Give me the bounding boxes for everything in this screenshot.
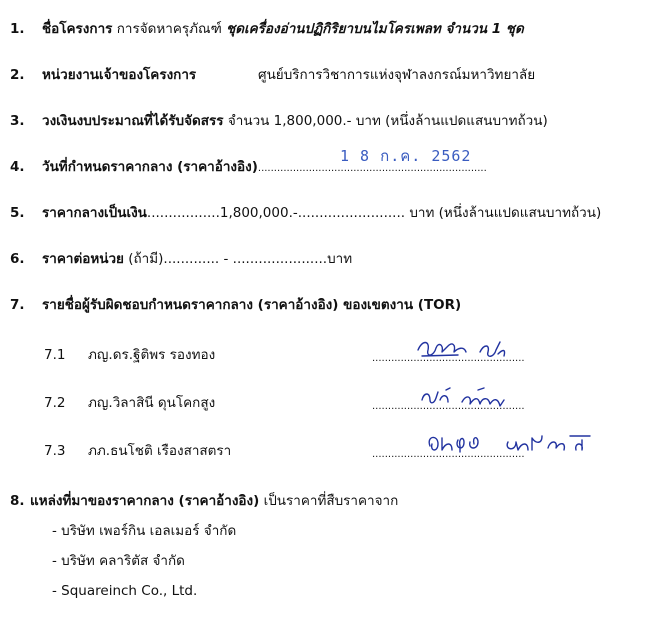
signature-2-image xyxy=(418,384,548,412)
item-value-emphasis: ชุดเครื่องอ่านปฏิกิริยาบนไมโครเพลท จำนวน 1 ชุด xyxy=(226,21,524,37)
item-number: 5. xyxy=(10,205,25,221)
item-label: แหล่งที่มาของราคากลาง (ราคาอ้างอิง) xyxy=(30,493,260,509)
item-label: รายชื่อผู้รับผิดชอบกำหนดราคากลาง (ราคาอ้างอิง) ของเขตงาน (TOR) xyxy=(42,297,462,313)
signature-line: ................................................ xyxy=(372,401,525,412)
vendor-item: - Squareinch Co., Ltd. xyxy=(52,583,198,599)
committee-name: ภภ.ธนโชติ เรืองสาสตรา xyxy=(88,443,232,459)
item-label: วันที่กำหนดราคากลาง (ราคาอ้างอิง) xyxy=(42,159,258,175)
item-number: 3. xyxy=(10,113,25,129)
item-value: เป็นราคาที่สืบราคาจาก xyxy=(263,493,399,509)
date-blank: ........................................................................ xyxy=(257,163,487,174)
item-number: 6. xyxy=(10,251,25,267)
signature-line: ................................................ xyxy=(372,353,525,364)
signature-1-image xyxy=(414,336,544,366)
vendor-item: - บริษัท เพอร์กิน เอลเมอร์ จำกัด xyxy=(52,523,237,539)
item-label: วงเงินงบประมาณที่ได้รับจัดสรร xyxy=(42,113,224,129)
signature-line: ................................................ xyxy=(372,449,525,460)
committee-name: ภญ.ดร.ฐิติพร รองทอง xyxy=(88,347,216,363)
signature-3-image xyxy=(424,428,604,458)
committee-index: 7.3 xyxy=(44,443,66,459)
committee-index: 7.1 xyxy=(44,347,66,363)
item-value: (ถ้ามี)............. - ......................บาท xyxy=(128,251,353,267)
item-label: ราคากลางเป็นเงิน xyxy=(42,205,147,221)
item-label: ชื่อโครงการ xyxy=(42,21,113,37)
item-value: .................1,800,000.-......................... บาท (หนึ่งล้านแปดแสนบาทถ้วน) xyxy=(146,205,602,221)
date-stamp: 1 8 ก.ค. 2562 xyxy=(340,147,472,165)
committee-name: ภญ.วิลาสินี ดุนโคกสูง xyxy=(88,395,216,411)
item-number: 7. xyxy=(10,297,25,313)
item-label: ราคาต่อหน่วย xyxy=(42,251,124,267)
item-value: ศูนย์บริการวิชาการแห่งจุฬาลงกรณ์มหาวิทยาลัย xyxy=(258,67,536,83)
item-number: 4. xyxy=(10,159,25,175)
item-number: 2. xyxy=(10,67,25,83)
item-label: หน่วยงานเจ้าของโครงการ xyxy=(42,67,197,83)
item-number: 1. xyxy=(10,21,25,37)
item-value: จำนวน 1,800,000.- บาท (หนึ่งล้านแปดแสนบาทถ้วน) xyxy=(227,113,548,129)
vendor-item: - บริษัท คลาริตัส จำกัด xyxy=(52,553,185,569)
committee-index: 7.2 xyxy=(44,395,66,411)
item-number: 8. xyxy=(10,493,25,509)
item-value: การจัดหาครุภัณฑ์ xyxy=(116,21,222,37)
